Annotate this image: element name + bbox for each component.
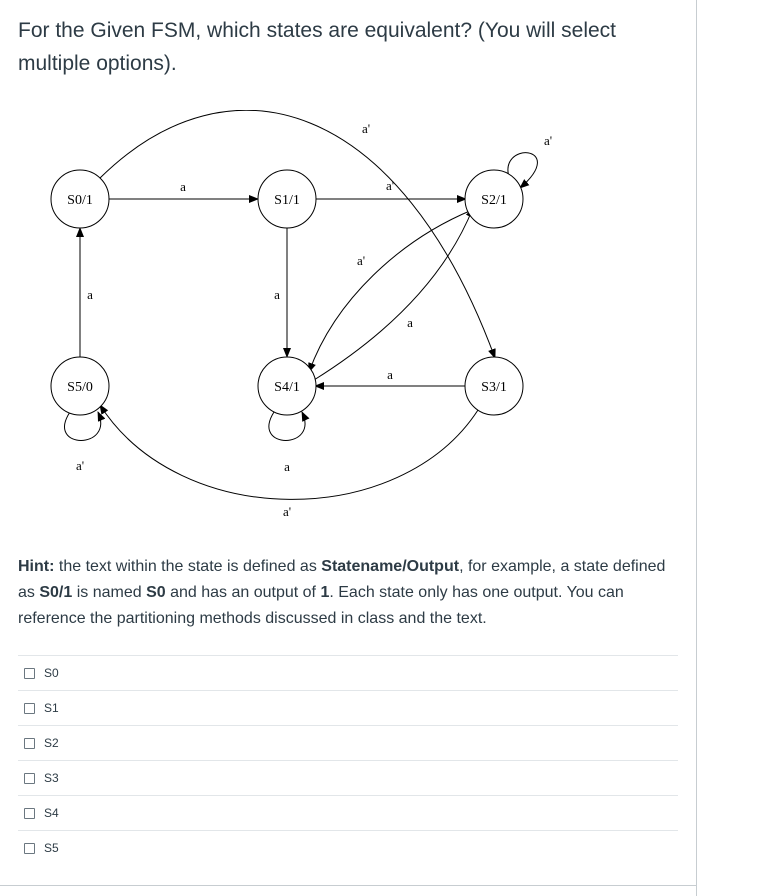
answer-options xyxy=(18,655,678,865)
hint-bold-1: Statename/Output xyxy=(321,558,460,575)
edge-s4-s2 xyxy=(314,208,473,380)
state-s0-label: S0/1 xyxy=(67,193,93,208)
option-s0-label: S0 xyxy=(44,666,59,680)
hint-part-1: the text within the state is defined as xyxy=(54,558,322,575)
state-s0 xyxy=(51,170,109,228)
edge-s4-self xyxy=(269,412,305,441)
label-s4-s2: a xyxy=(407,315,413,330)
hint-part-4: and has an output of xyxy=(165,584,321,601)
hint-part-3: is named xyxy=(72,584,147,601)
page-right-border xyxy=(696,0,697,896)
edge-s3-s5 xyxy=(100,405,478,499)
label-s1-s4: a xyxy=(274,287,280,302)
question-text: For the Given FSM, which states are equivalent? (You will select multiple options). xyxy=(18,19,616,75)
hint-bold-2: S0/1 xyxy=(39,584,73,601)
option-s2[interactable] xyxy=(18,725,678,760)
page-bottom-border xyxy=(0,885,697,886)
label-s5-self: a' xyxy=(75,458,85,473)
label-s1-s2: a' xyxy=(385,178,395,193)
option-s0[interactable] xyxy=(18,655,678,690)
label-s2-s4: a' xyxy=(356,253,366,268)
option-s5[interactable] xyxy=(18,830,678,865)
hint-bold-4: 1 xyxy=(320,584,330,601)
edge-s0-s3 xyxy=(100,110,495,358)
label-s5-s0: a xyxy=(87,287,93,302)
hint-part-2: , for example, a state defined as xyxy=(18,558,666,601)
state-s4-label: S4/1 xyxy=(274,380,300,395)
option-s3[interactable] xyxy=(18,760,678,795)
checkbox-s3[interactable] xyxy=(24,773,35,784)
state-s1-label: S1/1 xyxy=(274,193,300,208)
state-s3-label: S3/1 xyxy=(481,380,507,395)
checkbox-s2[interactable] xyxy=(24,738,35,749)
label-s4-self: a xyxy=(284,459,290,474)
hint-label: Hint: xyxy=(18,558,55,575)
edge-s2-s4 xyxy=(309,210,472,372)
state-s2-label: S2/1 xyxy=(481,193,507,208)
label-s3-s5: a' xyxy=(282,504,292,519)
label-s3-s4: a xyxy=(387,367,393,382)
state-s1 xyxy=(258,170,316,228)
label-s0-s1: a xyxy=(180,179,186,194)
state-s5 xyxy=(51,357,109,415)
fsm-diagram xyxy=(0,110,600,530)
label-s0-s3: a' xyxy=(361,121,371,136)
state-s5-label: S5/0 xyxy=(67,380,93,395)
label-s2-self: a' xyxy=(543,133,553,148)
state-s2 xyxy=(465,170,523,228)
option-s5-label: S5 xyxy=(44,841,59,855)
checkbox-s0[interactable] xyxy=(24,668,35,679)
option-s1-label: S1 xyxy=(44,701,59,715)
checkbox-s5[interactable] xyxy=(24,843,35,854)
hint-bold-3: S0 xyxy=(146,584,166,601)
edge-s5-self xyxy=(65,412,101,441)
checkbox-s4[interactable] xyxy=(24,808,35,819)
hint-part-5: . Each state only has one output. You can reference the partitioning methods discussed in class and the text. xyxy=(18,584,624,627)
hint-text xyxy=(18,554,678,632)
state-s4 xyxy=(258,357,316,415)
option-s4-label: S4 xyxy=(44,806,59,820)
option-s4[interactable] xyxy=(18,795,678,830)
checkbox-s1[interactable] xyxy=(24,703,35,714)
option-s2-label: S2 xyxy=(44,736,59,750)
option-s3-label: S3 xyxy=(44,771,59,785)
state-s3 xyxy=(465,357,523,415)
option-s1[interactable] xyxy=(18,690,678,725)
